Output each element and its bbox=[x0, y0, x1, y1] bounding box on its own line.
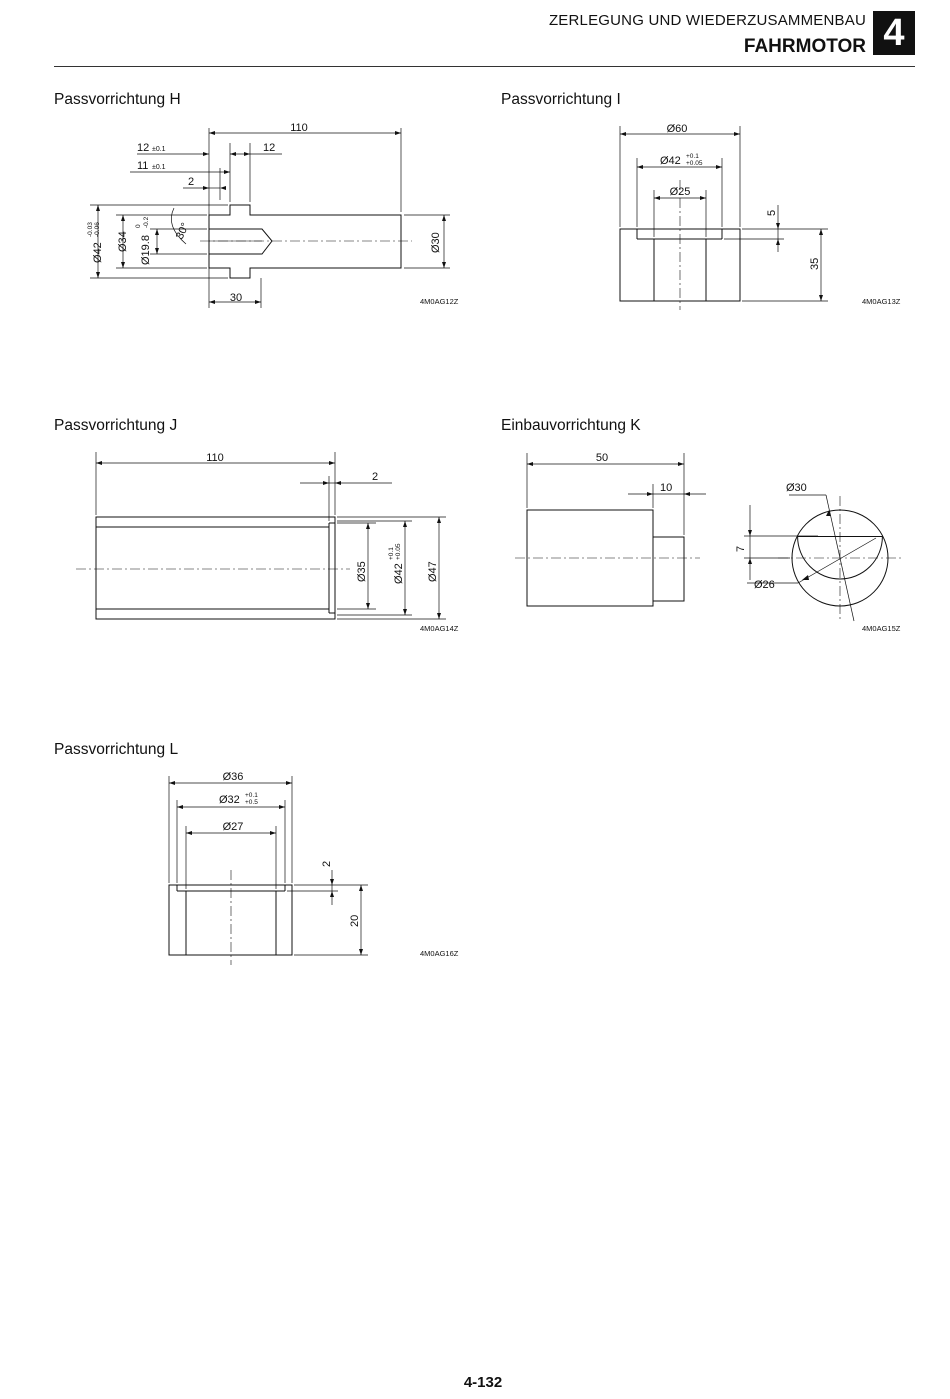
fig-k-dia26: Ø26 bbox=[754, 579, 775, 591]
fig-j-length: 110 bbox=[206, 452, 224, 464]
figure-l-title: Passvorrichtung L bbox=[54, 741, 179, 758]
fig-h-dim-11: 11 bbox=[137, 160, 149, 172]
figure-j-code: 4M0AG14Z bbox=[420, 624, 459, 633]
fig-j-dia42-tol-up: +0.1 bbox=[388, 547, 395, 560]
fig-i-dia42-tol-low: +0.05 bbox=[686, 160, 703, 167]
fig-l-dia32-tol-low: +0.5 bbox=[245, 799, 258, 806]
fig-h-dim-12: 12 bbox=[137, 142, 150, 154]
fig-j-dia35: Ø35 bbox=[356, 561, 368, 582]
figure-i-title: Passvorrichtung I bbox=[501, 91, 621, 108]
fig-h-dia34: Ø34 bbox=[117, 231, 129, 252]
fig-i-dia25: Ø25 bbox=[669, 186, 691, 198]
fig-k-step: 10 bbox=[660, 482, 673, 494]
fig-k-length: 50 bbox=[595, 452, 609, 464]
fig-l-dia36: Ø36 bbox=[222, 771, 244, 783]
fig-h-total-length: 110 bbox=[290, 122, 308, 134]
fig-h-angle: 30° bbox=[173, 221, 192, 242]
section-title: FAHRMOTOR bbox=[743, 36, 866, 57]
fig-j-dia42: Ø42 bbox=[393, 563, 405, 584]
chapter-number-badge: 4 bbox=[873, 11, 915, 55]
fig-h-dim-11-tol: ±0.1 bbox=[152, 164, 166, 171]
fig-k-flat: 7 bbox=[735, 545, 747, 552]
fig-l-height: 20 bbox=[349, 914, 361, 927]
fig-h-dia42-tol-up: -0.03 bbox=[87, 222, 94, 237]
chapter-title: ZERLEGUNG UND WIEDERZUSAMMENBAU bbox=[548, 12, 866, 29]
fig-h-dia30: Ø30 bbox=[430, 232, 442, 253]
page-number: 4-132 bbox=[463, 1374, 503, 1391]
figure-j-title: Passvorrichtung J bbox=[54, 417, 178, 434]
fig-h-dia42-tol-low: -0.06 bbox=[94, 222, 101, 237]
figure-h-code: 4M0AG12Z bbox=[420, 297, 459, 306]
fig-h-len30: 30 bbox=[229, 292, 243, 304]
fig-i-dia42-tol-up: +0.1 bbox=[686, 153, 699, 160]
figure-l-code: 4M0AG16Z bbox=[420, 949, 459, 958]
fig-h-dim-12b: 12 bbox=[263, 142, 276, 154]
fig-j-dia47: Ø47 bbox=[427, 561, 439, 582]
figure-h-title: Passvorrichtung H bbox=[54, 91, 181, 108]
figure-i-code: 4M0AG13Z bbox=[862, 297, 901, 306]
fig-i-height: 35 bbox=[809, 257, 821, 270]
fig-h-dia19-tol-up: 0 bbox=[135, 224, 142, 228]
fig-l-dia27: Ø27 bbox=[222, 821, 244, 833]
figure-k-title: Einbauvorrichtung K bbox=[501, 417, 641, 434]
fig-j-step: 2 bbox=[372, 471, 379, 483]
fig-j-dia42-tol-low: +0.05 bbox=[395, 543, 402, 560]
figure-k-code: 4M0AG15Z bbox=[862, 624, 901, 633]
fig-k-dia30: Ø30 bbox=[786, 482, 807, 494]
fig-h-dim-12-tol: ±0.1 bbox=[152, 146, 166, 153]
fig-h-dim-2: 2 bbox=[188, 176, 195, 188]
fig-h-dia42: Ø42 bbox=[92, 242, 104, 263]
fig-h-dia19-tol-low: -0.2 bbox=[143, 216, 150, 228]
fig-i-depth: 5 bbox=[766, 209, 778, 216]
fig-l-dia32-tol-up: +0.1 bbox=[245, 792, 258, 799]
fig-i-dia60: Ø60 bbox=[666, 123, 688, 135]
fig-l-dia32: Ø32 bbox=[219, 794, 240, 806]
fig-h-dia19: Ø19.8 bbox=[140, 235, 152, 265]
fig-l-depth: 2 bbox=[321, 860, 333, 867]
fig-i-dia42: Ø42 bbox=[660, 155, 681, 167]
